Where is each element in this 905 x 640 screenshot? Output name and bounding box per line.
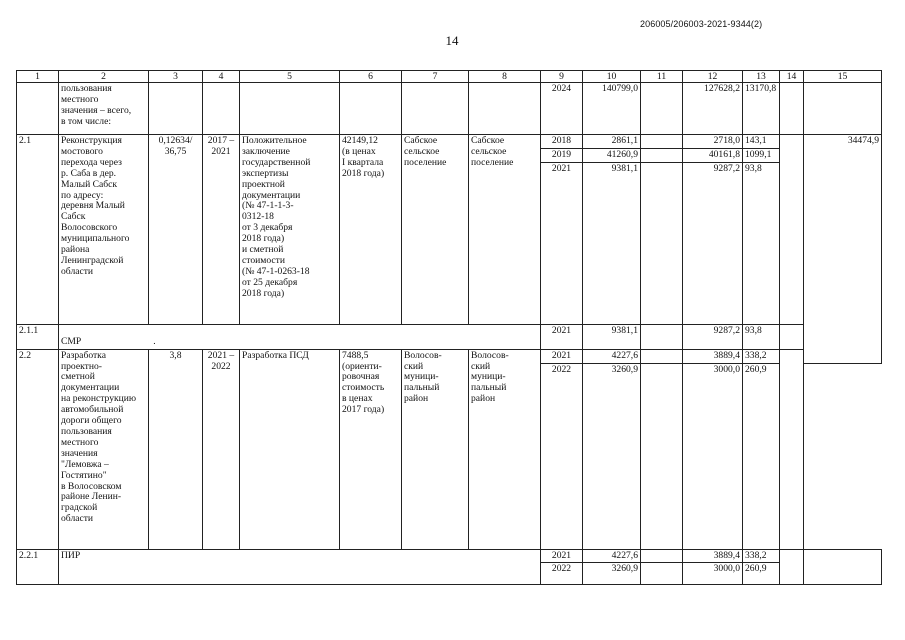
- cell-c13: 260,9: [743, 563, 780, 585]
- cell-c3: [149, 83, 203, 135]
- cell-c13: 1099,1: [743, 148, 780, 162]
- cell-name: пользования местного значения – всего, в том числе:: [59, 83, 149, 135]
- header-cell: 13: [743, 71, 780, 83]
- cell-year: 2021: [541, 162, 583, 324]
- cell-year: 2021: [541, 324, 583, 349]
- cell-c5: [240, 83, 340, 135]
- cell-num: 2.2.1: [17, 549, 59, 585]
- header-cell: 14: [780, 71, 804, 83]
- cell-c3: 0,12634/ 36,75: [149, 135, 203, 325]
- cell-c6: [340, 83, 402, 135]
- table-row-continuation: [17, 83, 882, 135]
- cell-c10: 3260,9: [583, 363, 641, 549]
- cell-num: 2.2: [17, 349, 59, 549]
- cell-c11: [641, 549, 683, 563]
- header-cell: 2: [59, 71, 149, 83]
- header-cell: 6: [340, 71, 402, 83]
- header-cell: 1: [17, 71, 59, 83]
- cell-c12: 3889,4: [683, 349, 743, 363]
- cell-c7: Волосов- ский муници- пальный район: [402, 349, 469, 549]
- cell-c11: [641, 363, 683, 549]
- cell-c14: [780, 324, 804, 349]
- cell-c10: 41260,9: [583, 148, 641, 162]
- cell-c3: 3,8: [149, 349, 203, 549]
- header-cell: 11: [641, 71, 683, 83]
- cell-c11: [641, 148, 683, 162]
- cell-name: ПИР: [59, 549, 541, 585]
- cell-c12: 2718,0: [683, 135, 743, 149]
- header-cell: 12: [683, 71, 743, 83]
- cell-c12: 3000,0: [683, 563, 743, 585]
- cell-c15: 34474,9: [804, 135, 882, 364]
- page-number: 14: [445, 33, 459, 48]
- program-table: [16, 70, 882, 585]
- cell-name: Разработка проектно- сметной документации на реконструкцию автомобильной дороги общего пользования местного значения "Лемовжа – Гостятино" в Волосовском районе Ленин- градской области: [59, 349, 149, 549]
- cell-name-text: СМР: [61, 335, 82, 347]
- table-row-2-2: [17, 349, 882, 363]
- cell-year: 2022: [541, 363, 583, 549]
- cell-c6: 7488,5 (ориенти- ровочная стоимость в ценах 2017 года): [340, 349, 402, 549]
- table-row-2-2-1: [17, 549, 882, 563]
- cell-c11: [641, 135, 683, 149]
- cell-c14: [780, 135, 804, 325]
- cell-name: Реконструкция мостового перехода через р. Саба в дер. Малый Сабск по адресу: деревня Малый Сабск Волосовского муниципального района Ленинградской области: [59, 135, 149, 325]
- cell-c13: 93,8: [743, 324, 780, 349]
- cell-c10: 4227,6: [583, 549, 641, 563]
- cell-c13: 93,8: [743, 162, 780, 324]
- header-cell: 9: [541, 71, 583, 83]
- cell-c5: Положительное заключение государственной экспертизы проектной документации (№ 47-1-1-3- 0312-18 от 3 декабря 2018 года) и сметной стоимости (№ 47-1-0263-18 от 25 декабря 2018 года): [240, 135, 340, 325]
- cell-c12: 40161,8: [683, 148, 743, 162]
- cell-c15: [804, 549, 882, 585]
- header-row: [17, 71, 882, 83]
- cell-c10: 4227,6: [583, 349, 641, 363]
- cell-year: 2018: [541, 135, 583, 149]
- cell-c10: 2861,1: [583, 135, 641, 149]
- cell-c4: 2017 – 2021: [203, 135, 240, 325]
- cell-c15: [804, 83, 882, 135]
- cell-c8: Сабское сельское поселение: [469, 135, 541, 325]
- cell-year: 2024: [541, 83, 583, 135]
- cell-name: [59, 324, 541, 349]
- cell-c3-mark: .: [153, 335, 156, 347]
- header-cell: 5: [240, 71, 340, 83]
- cell-c13: 338,2: [743, 349, 780, 363]
- cell-c11: [641, 349, 683, 363]
- cell-c10: 140799,0: [583, 83, 641, 135]
- header-cell: 7: [402, 71, 469, 83]
- cell-num: 2.1: [17, 135, 59, 325]
- cell-c11: [641, 324, 683, 349]
- cell-c13: 338,2: [743, 549, 780, 563]
- cell-c14: [780, 83, 804, 135]
- cell-c11: [641, 563, 683, 585]
- cell-c12: 3000,0: [683, 363, 743, 549]
- cell-c7: Сабское сельское поселение: [402, 135, 469, 325]
- cell-c10: 3260,9: [583, 563, 641, 585]
- cell-c10: 9381,1: [583, 162, 641, 324]
- cell-c6: 42149,12 (в ценах I квартала 2018 года): [340, 135, 402, 325]
- cell-c13: 260,9: [743, 363, 780, 549]
- cell-year: 2022: [541, 563, 583, 585]
- cell-c13: 13170,8: [743, 83, 780, 135]
- cell-c11: [641, 162, 683, 324]
- cell-c14: [780, 549, 804, 585]
- table-row-2-1-1: [17, 324, 882, 349]
- cell-num: 2.1.1: [17, 324, 59, 349]
- header-cell: 4: [203, 71, 240, 83]
- cell-c12: 3889,4: [683, 549, 743, 563]
- cell-c7: [402, 83, 469, 135]
- cell-c12: 9287,2: [683, 162, 743, 324]
- cell-c5: Разработка ПСД: [240, 349, 340, 549]
- cell-num: [17, 83, 59, 135]
- cell-c4: 2021 – 2022: [203, 349, 240, 549]
- cell-c10: 9381,1: [583, 324, 641, 349]
- document-id: 206005/206003-2021-9344(2): [640, 19, 763, 29]
- table-row-2-1: [17, 135, 882, 149]
- cell-year: 2019: [541, 148, 583, 162]
- cell-c8: Волосов- ский муници- пальный район: [469, 349, 541, 549]
- cell-c13: 143,1: [743, 135, 780, 149]
- cell-year: 2021: [541, 349, 583, 363]
- cell-c8: [469, 83, 541, 135]
- cell-c12: 127628,2: [683, 83, 743, 135]
- cell-c14: [780, 349, 804, 549]
- header-cell: 15: [804, 71, 882, 83]
- cell-year: 2021: [541, 549, 583, 563]
- header-cell: 8: [469, 71, 541, 83]
- header-cell: 10: [583, 71, 641, 83]
- cell-c11: [641, 83, 683, 135]
- cell-c4: [203, 83, 240, 135]
- header-cell: 3: [149, 71, 203, 83]
- cell-c12: 9287,2: [683, 324, 743, 349]
